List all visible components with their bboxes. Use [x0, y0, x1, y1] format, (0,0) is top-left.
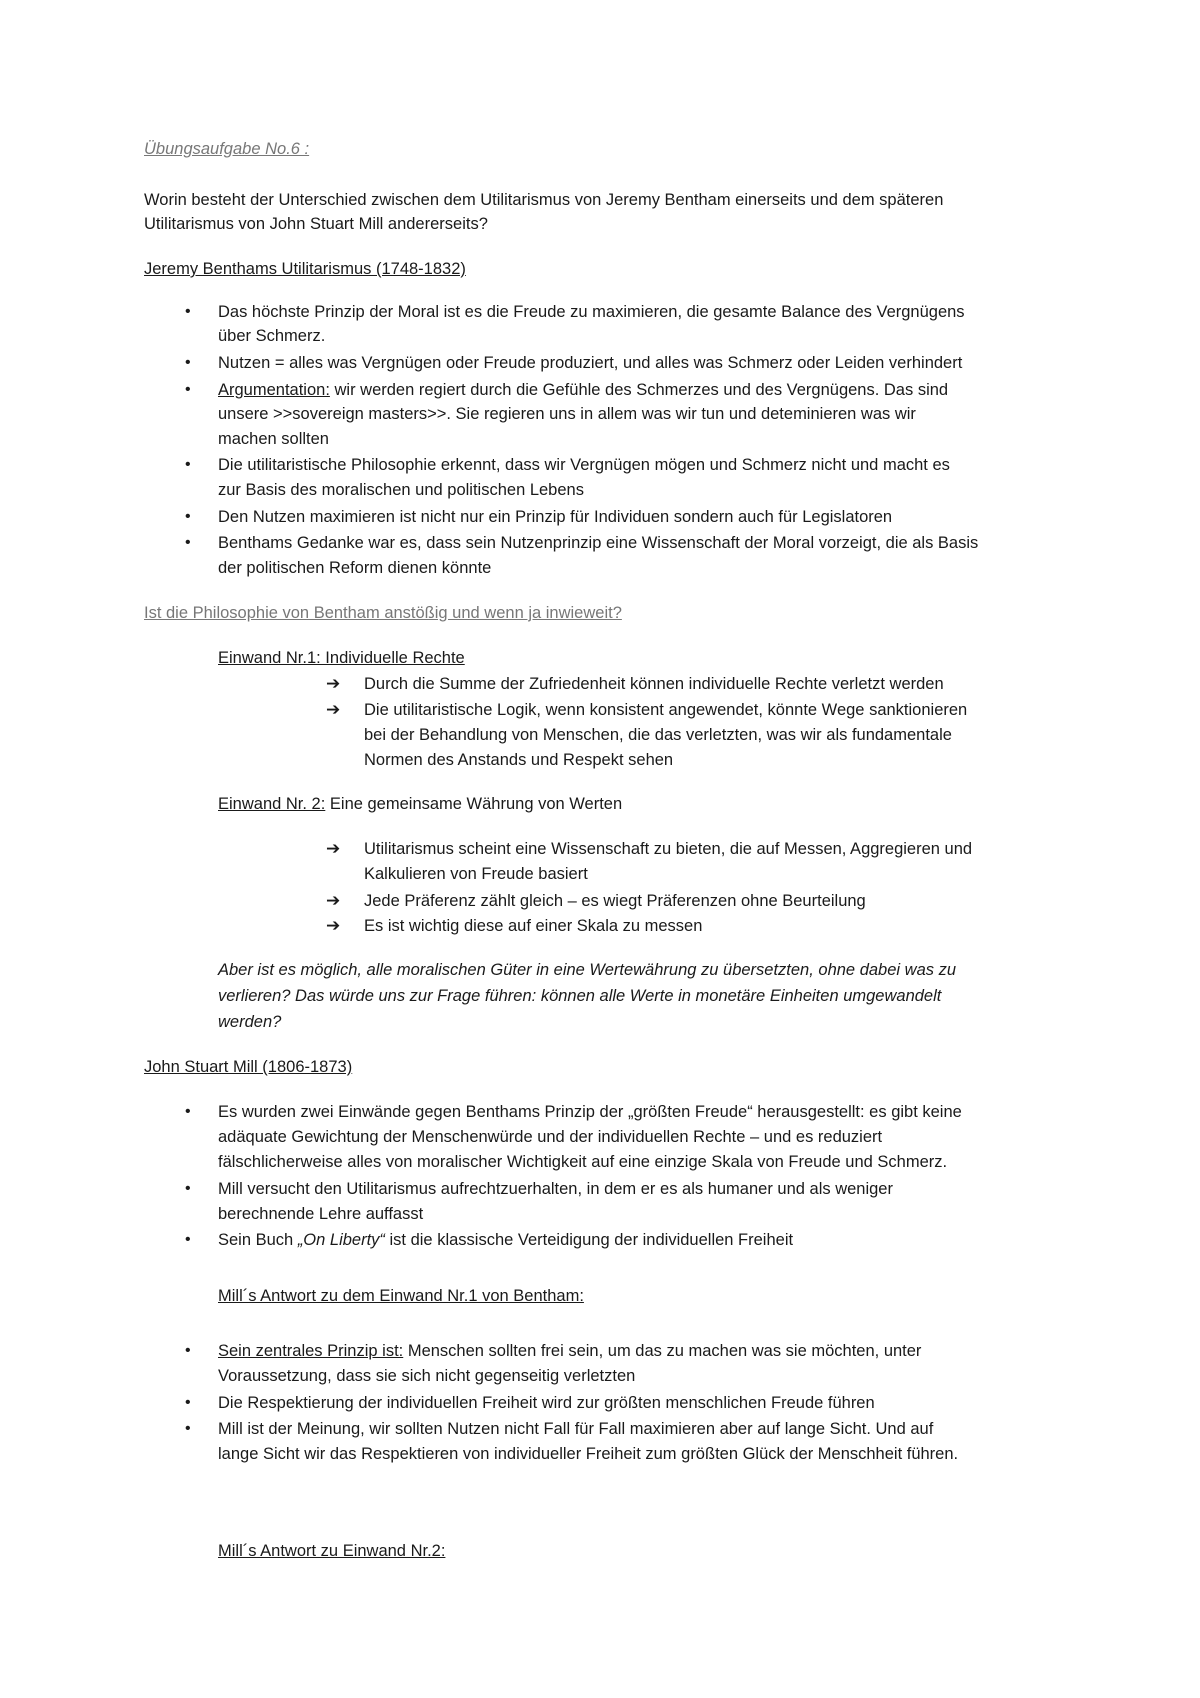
- list-item-continuation: berechnende Lehre auffasst: [218, 1205, 424, 1223]
- arrow-icon: ➔: [326, 700, 341, 720]
- exercise-title: Übungsaufgabe No.6 :: [144, 140, 310, 158]
- offensive-question: Ist die Philosophie von Bentham anstößig und wenn ja inwieweit?: [144, 604, 622, 622]
- objection-2-title: Eine gemeinsame Währung von Werten: [325, 795, 623, 813]
- bullet-icon: •: [185, 508, 191, 525]
- list-item: Die utilitaristische Philosophie erkennt, dass wir Vergnügen mögen und Schmerz nicht und macht es: [218, 456, 950, 474]
- mill-answer-2-heading: Mill´s Antwort zu Einwand Nr.2:: [218, 1542, 446, 1560]
- arrow-icon: ➔: [326, 839, 341, 859]
- list-item: Mill versucht den Utilitarismus aufrechtzuerhalten, in dem er es als humaner und als weniger: [218, 1180, 893, 1198]
- list-item: Die Respektierung der individuellen Freiheit wird zur größten menschlichen Freude führen: [218, 1394, 875, 1412]
- list-item: Die utilitaristische Logik, wenn konsistent angewendet, könnte Wege sanktionieren: [364, 701, 968, 719]
- bullet-icon: •: [185, 456, 191, 473]
- list-item: [218, 378, 948, 402]
- arrow-icon: ➔: [326, 891, 341, 911]
- list-item-continuation: adäquate Gewichtung der Menschenwürde und der individuellen Rechte – und es reduziert: [218, 1128, 883, 1146]
- book-title: „On Liberty“: [297, 1231, 385, 1249]
- list-item-continuation: Voraussetzung, dass sie sich nicht gegenseitig verletzten: [218, 1367, 636, 1385]
- book-prefix: Sein Buch: [218, 1231, 298, 1249]
- bentham-heading: Jeremy Benthams Utilitarismus (1748-1832): [144, 260, 466, 278]
- bullet-icon: •: [185, 1342, 191, 1359]
- mill-answer-1-heading: Mill´s Antwort zu dem Einwand Nr.1 von Bentham:: [218, 1287, 584, 1305]
- bullet-icon: •: [185, 1394, 191, 1411]
- question-line-2: Utilitarismus von John Stuart Mill andererseits?: [144, 215, 488, 233]
- italic-note-line-2: verlieren? Das würde uns zur Frage führen: können alle Werte in monetäre Einheiten umgewandelt: [218, 987, 942, 1005]
- objection-1-heading: Einwand Nr.1: Individuelle Rechte: [218, 649, 465, 667]
- list-item: Benthams Gedanke war es, dass sein Nutzenprinzip eine Wissenschaft der Moral vorzeigt, die als Basis: [218, 534, 979, 552]
- argumentation-label: Argumentation:: [218, 381, 330, 399]
- bullet-icon: •: [185, 1420, 191, 1437]
- arrow-icon: ➔: [326, 674, 341, 694]
- list-item: Mill ist der Meinung, wir sollten Nutzen nicht Fall für Fall maximieren aber auf lange Sicht. Und auf: [218, 1420, 934, 1438]
- list-item-continuation: Normen des Anstands und Respekt sehen: [364, 751, 674, 769]
- italic-note-line-1: Aber ist es möglich, alle moralischen Güter in eine Wertewährung zu übersetzten, ohne dabei was zu: [218, 961, 957, 979]
- principle-label: Sein zentrales Prinzip ist:: [218, 1342, 404, 1360]
- list-item-continuation: Kalkulieren von Freude basiert: [364, 865, 588, 883]
- list-item: [218, 1228, 793, 1252]
- list-item-continuation: der politischen Reform dienen könnte: [218, 559, 492, 577]
- list-item: Den Nutzen maximieren ist nicht nur ein Prinzip für Individuen sondern auch für Legislatoren: [218, 508, 893, 526]
- list-item-continuation: lange Sicht wir das Respektieren von individueller Freiheit zum größten Glück der Menschheit führen.: [218, 1445, 959, 1463]
- objection-2-heading: [218, 792, 622, 816]
- list-item: Utilitarismus scheint eine Wissenschaft zu bieten, die auf Messen, Aggregieren und: [364, 840, 973, 858]
- list-item-continuation: zur Basis des moralischen und politischen Lebens: [218, 481, 584, 499]
- bullet-icon: •: [185, 1103, 191, 1120]
- bullet-icon: •: [185, 534, 191, 551]
- list-item: Nutzen = alles was Vergnügen oder Freude produziert, und alles was Schmerz oder Leiden verhindert: [218, 354, 963, 372]
- italic-note-line-3: werden?: [218, 1013, 282, 1031]
- objection-2-label: Einwand Nr. 2:: [218, 795, 326, 813]
- bullet-icon: •: [185, 381, 191, 398]
- list-item: Das höchste Prinzip der Moral ist es die Freude zu maximieren, die gesamte Balance des Vergnügens: [218, 303, 965, 321]
- list-item: Es wurden zwei Einwände gegen Benthams Prinzip der „größten Freude“ herausgestellt: es gibt keine: [218, 1103, 962, 1121]
- book-suffix: ist die klassische Verteidigung der individuellen Freiheit: [384, 1231, 794, 1249]
- argumentation-text: wir werden regiert durch die Gefühle des Schmerzes und des Vergnügens. Das sind: [334, 381, 949, 399]
- list-item-continuation: fälschlicherweise alles von moralischer Wichtigkeit auf eine einzige Skala von Freude und Schmerz.: [218, 1153, 948, 1171]
- bullet-icon: •: [185, 303, 191, 320]
- list-item-continuation: bei der Behandlung von Menschen, die das verletzten, was wir als fundamentale: [364, 726, 952, 744]
- bullet-icon: •: [185, 1231, 191, 1248]
- question-line-1: Worin besteht der Unterschied zwischen dem Utilitarismus von Jeremy Bentham einerseits und dem späteren: [144, 191, 944, 209]
- principle-text: Menschen sollten frei sein, um das zu machen was sie möchten, unter: [403, 1342, 922, 1360]
- list-item-continuation: unsere >>sovereign masters>>. Sie regieren uns in allem was wir tun und deteminieren was wir: [218, 405, 916, 423]
- list-item: Es ist wichtig diese auf einer Skala zu messen: [364, 917, 703, 935]
- mill-heading: John Stuart Mill (1806-1873): [144, 1058, 353, 1076]
- arrow-icon: ➔: [326, 916, 341, 936]
- list-item-continuation: machen sollten: [218, 430, 329, 448]
- bullet-icon: •: [185, 354, 191, 371]
- bullet-icon: •: [185, 1180, 191, 1197]
- list-item: Jede Präferenz zählt gleich – es wiegt Präferenzen ohne Beurteilung: [364, 892, 866, 910]
- list-item: [218, 1339, 921, 1363]
- list-item-continuation: über Schmerz.: [218, 327, 326, 345]
- list-item: Durch die Summe der Zufriedenheit können individuelle Rechte verletzt werden: [364, 675, 944, 693]
